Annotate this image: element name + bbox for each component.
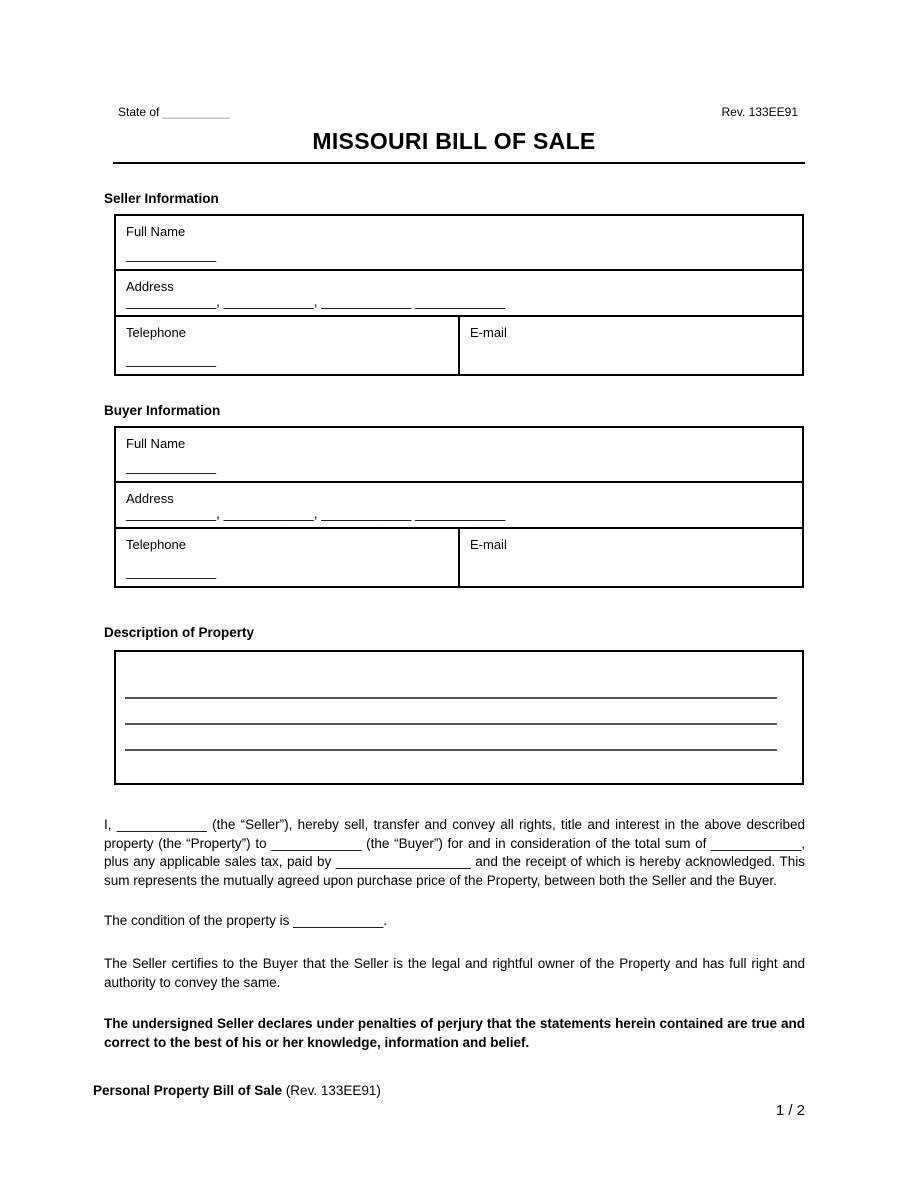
table-row: [115, 427, 803, 482]
fill-in-blank[interactable]: ____________: [223, 506, 314, 521]
page-header: [118, 105, 798, 119]
description-box: [114, 650, 804, 785]
full-name-label: Full Name: [126, 224, 186, 239]
full-name-blank[interactable]: ____________: [126, 247, 217, 262]
fill-in-blank[interactable]: ____________: [321, 294, 412, 309]
text-run: ,: [313, 506, 322, 521]
revision-label: Rev. 133EE91: [721, 105, 798, 119]
seller-info-table: [114, 214, 804, 376]
buyer-info-table: [114, 426, 804, 588]
address-label: Address: [126, 279, 174, 294]
table-row: [115, 528, 803, 587]
text-run: and the receipt of which is hereby acknowledged. This sum represents the mutually agreed upon purchase price of the Property, between both the Seller and the Buyer.: [104, 854, 805, 888]
telephone-blank[interactable]: ____________: [126, 564, 217, 579]
telephone-blank[interactable]: ____________: [126, 352, 217, 367]
fill-in-blank[interactable]: ____________: [415, 294, 506, 309]
fill-in-blank[interactable]: ____________: [126, 506, 217, 521]
full-name-blank[interactable]: ____________: [126, 459, 217, 474]
email-cell: [460, 317, 802, 374]
buyer-section-heading: Buyer Information: [104, 403, 221, 418]
telephone-cell: [116, 317, 458, 374]
ownership-paragraph: The Seller certifies to the Buyer that the Seller is the legal and rightful owner of the Property and has full right and authority to convey the same.: [104, 955, 805, 990]
fill-in-blank[interactable]: ____________: [711, 835, 802, 851]
telephone-label: Telephone: [126, 325, 186, 340]
text-run: The condition of the property is: [104, 913, 294, 929]
email-cell: [460, 529, 802, 586]
title-rule: [113, 162, 805, 164]
seller-section-heading: Seller Information: [104, 191, 219, 206]
telephone-label: Telephone: [126, 537, 186, 552]
text-run: (the “Seller”), hereby sell, transfer and convey all rights, title and interest in the above described property (the “Property”) to: [104, 817, 805, 851]
text-run: ,: [216, 506, 224, 521]
address-blanks: [126, 294, 792, 309]
page-number: 1 / 2: [775, 1102, 805, 1120]
address-cell: [116, 483, 802, 527]
text-run: ,: [313, 294, 322, 309]
sale-statement-paragraph: [104, 816, 805, 890]
blank-line[interactable]: [125, 749, 777, 751]
fill-in-blank[interactable]: ____________: [271, 835, 362, 851]
fill-in-blank[interactable]: __________________: [335, 854, 471, 870]
fill-in-blank[interactable]: ____________: [116, 817, 207, 832]
fill-in-blank[interactable]: ____________: [321, 506, 412, 521]
table-row: [115, 316, 803, 375]
telephone-cell: [116, 529, 458, 586]
description-section-heading: Description of Property: [104, 625, 255, 640]
table-row: [115, 270, 803, 316]
text-run: (the “Buyer”) for and in consideration of the total sum of: [361, 835, 712, 851]
document-title: MISSOURI BILL OF SALE: [312, 128, 596, 154]
fill-in-blank[interactable]: ____________: [223, 294, 314, 309]
footer-rev: (Rev. 133EE91): [282, 1083, 381, 1099]
address-cell: [116, 271, 802, 315]
full-name-cell: [116, 216, 802, 269]
full-name-cell: [116, 428, 802, 481]
footer-doc-name: Personal Property Bill of Sale: [93, 1083, 283, 1099]
text-run: , plus any applicable sales tax, paid by: [104, 835, 806, 870]
table-row: [115, 215, 803, 270]
full-name-label: Full Name: [126, 436, 186, 451]
email-label: E-mail: [470, 537, 507, 552]
address-label: Address: [126, 491, 174, 506]
state-of-blank[interactable]: __________: [162, 105, 230, 119]
text-run: ,: [216, 294, 224, 309]
blank-line[interactable]: [125, 723, 777, 725]
address-blanks: [126, 506, 792, 521]
blank-line[interactable]: [125, 697, 777, 699]
table-row: [115, 482, 803, 528]
page-footer: [93, 1083, 805, 1098]
text-run: I,: [104, 817, 117, 832]
state-of-label: State of: [118, 105, 163, 119]
text-run: .: [383, 913, 387, 929]
fill-in-blank[interactable]: ____________: [126, 294, 217, 309]
condition-paragraph: [104, 912, 805, 931]
state-of-line: [118, 105, 229, 119]
fill-in-blank[interactable]: ____________: [293, 913, 384, 929]
perjury-paragraph: The undersigned Seller declares under penalties of perjury that the statements herein contained are true and correct to the best of his or her knowledge, information and belief.: [104, 1016, 805, 1050]
fill-in-blank[interactable]: ____________: [415, 506, 506, 521]
email-label: E-mail: [470, 325, 507, 340]
